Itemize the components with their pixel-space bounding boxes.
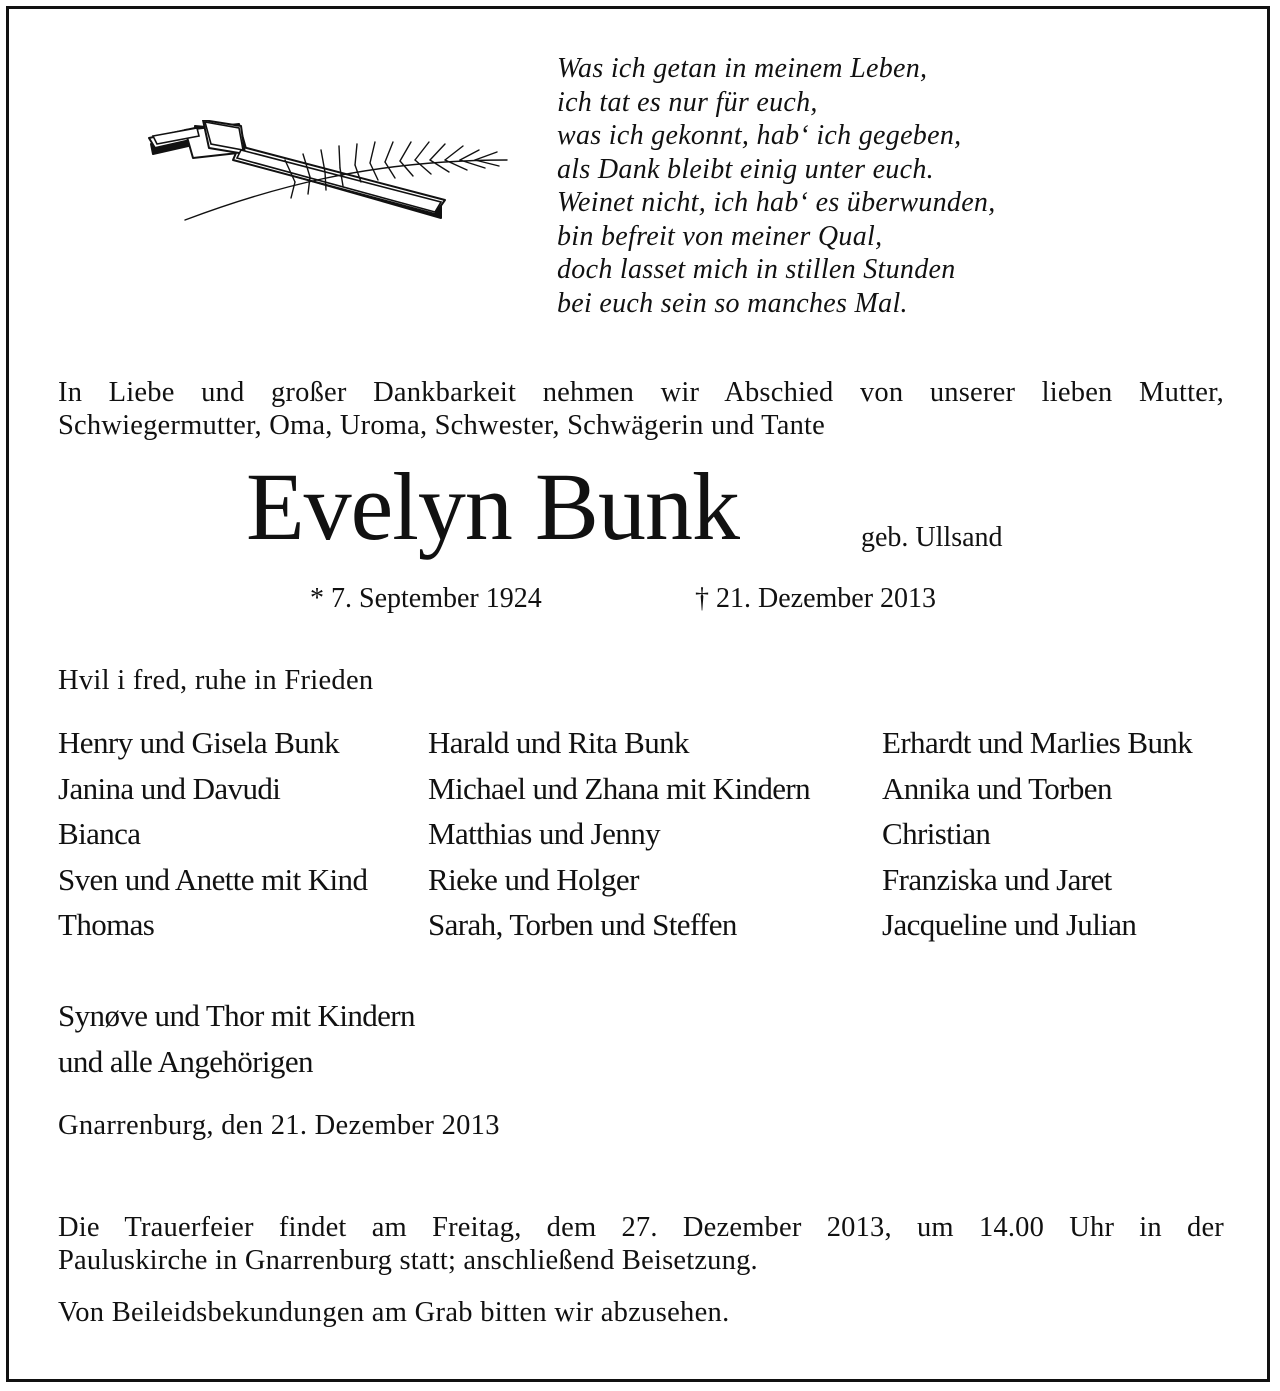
poem-line: bei euch sein so manches Mal. xyxy=(557,287,908,319)
mourners-column-3 xyxy=(882,720,1192,948)
service-line-2: Pauluskirche in Gnarrenburg statt; anschließend Beisetzung. xyxy=(58,1245,758,1276)
intro-line-1: In Liebe und großer Dankbarkeit nehmen wir Abschied von unserer lieben Mutter, xyxy=(58,377,1224,408)
birth-date: * 7. September 1924 xyxy=(310,583,542,614)
mourner-entry: Synøve und Thor mit Kindern xyxy=(58,998,415,1033)
mourner-entry: Bianca xyxy=(58,816,141,851)
service-info xyxy=(58,1211,1224,1277)
poem-line: Weinet nicht, ich hab‘ es überwunden, xyxy=(557,187,996,218)
mourner-entry: Sarah, Torben und Steffen xyxy=(428,907,737,942)
mourner-entry: Michael und Zhana mit Kindern xyxy=(428,770,811,806)
poem-line: ich tat es nur für euch, xyxy=(557,86,818,118)
mourner-entry: Erhardt und Marlies Bunk xyxy=(882,725,1193,760)
service-line-1: Die Trauerfeier findet am Freitag, dem 27. Dezember 2013, um 14.00 Uhr in der xyxy=(58,1212,1224,1243)
mourner-entry: Janina und Davudi xyxy=(58,770,281,806)
mourner-entry: Jacqueline und Julian xyxy=(882,907,1137,942)
intro-line-2: Schwiegermutter, Oma, Uroma, Schwester, Schwägerin und Tante xyxy=(58,410,825,441)
mourner-entry: Matthias und Jenny xyxy=(428,816,661,851)
place-date: Gnarrenburg, den 21. Dezember 2013 xyxy=(58,1110,500,1141)
condolences-note: Von Beileidsbekundungen am Grab bitten wir abzusehen. xyxy=(58,1297,730,1328)
mourner-entry: und alle Angehörigen xyxy=(58,1043,313,1079)
poem-line: Was ich getan in meinem Leben, xyxy=(557,53,928,84)
mourner-entry: Henry und Gisela Bunk xyxy=(58,725,339,760)
poem-line: bin befreit von meiner Qual, xyxy=(557,220,883,252)
mourner-entry: Franziska und Jaret xyxy=(882,861,1112,897)
poem-line: was ich gekonnt, hab‘ ich gegeben, xyxy=(557,120,962,151)
mourner-entry: Rieke und Holger xyxy=(428,861,639,897)
deceased-name: Evelyn Bunk xyxy=(246,453,739,560)
mourner-entry: Thomas xyxy=(58,907,155,942)
intro-text xyxy=(58,376,1224,442)
mourner-entry: Annika und Torben xyxy=(882,770,1112,806)
maiden-name: geb. Ullsand xyxy=(861,522,1003,553)
mourners-column-2 xyxy=(428,720,810,948)
poem-line: doch lasset mich in stillen Stunden xyxy=(557,254,956,285)
poem xyxy=(557,52,996,320)
cross-with-palm-icon xyxy=(145,120,515,230)
farewell-line: Hvil i fred, ruhe in Frieden xyxy=(58,665,374,696)
mourner-entry: Christian xyxy=(882,816,991,851)
mourner-entry: Harald und Rita Bunk xyxy=(428,725,689,760)
mourners-column-1 xyxy=(58,720,367,948)
mourner-entry: Sven und Anette mit Kind xyxy=(58,861,368,897)
poem-line: als Dank bleibt einig unter euch. xyxy=(557,153,934,185)
deceased-name-row xyxy=(0,452,1280,562)
death-date: † 21. Dezember 2013 xyxy=(695,583,937,614)
mourners-extra xyxy=(58,993,415,1084)
